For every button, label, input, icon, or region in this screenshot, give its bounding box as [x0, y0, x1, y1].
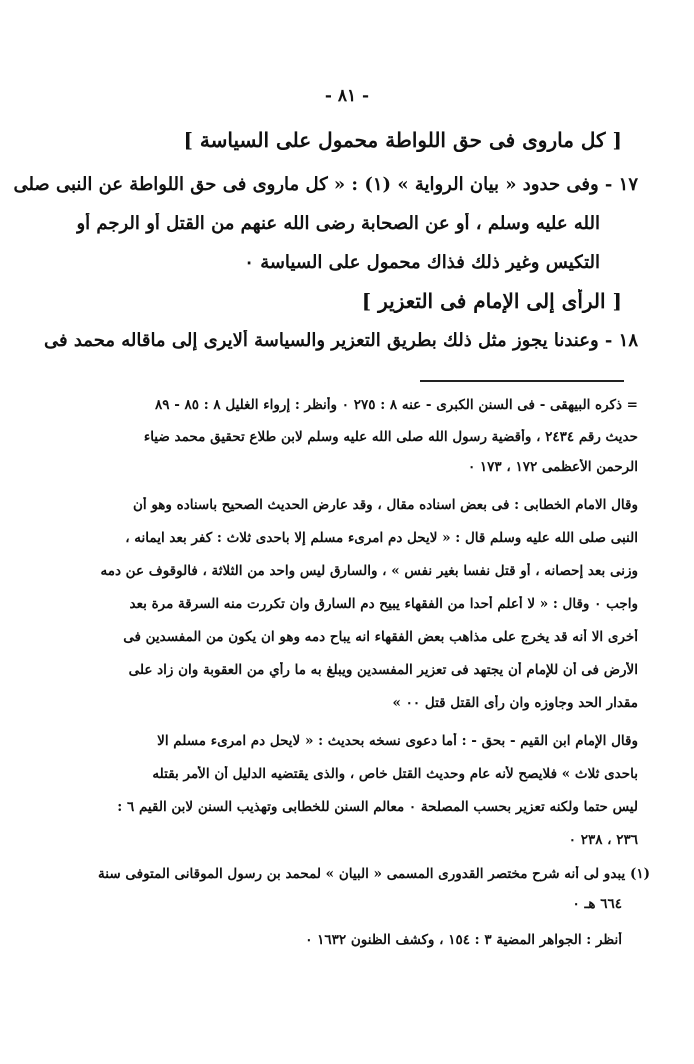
- khattabi-line-5: أخرى الا أنه قد يخرج على مذاهب بعض الفقهاء انه يباح دمه وهو ان يكون من المفسدين فى: [123, 629, 638, 645]
- khattabi-line-4: واجب ٠ وقال : « لا أعلم أحدا من الفقهاء يبيح دم السارق وان تكررت منه السرقة مرة بعد: [129, 596, 638, 612]
- footnote-1-line-2: ٦٦٤ هـ ٠: [572, 896, 622, 912]
- footnote-1-line-3: أنظر : الجواهر المضية ٣ : ١٥٤ ، وكشف الظنون ١٦٣٢ ٠: [305, 932, 622, 948]
- khattabi-line-7: مقدار الحد وجاوزه وان رأى القتل قتل ٠٠ »: [392, 695, 638, 711]
- footnote-cont-line-3: الرحمن الأعظمى ١٧٢ ، ١٧٣ ٠: [467, 459, 638, 475]
- ibn-qayyim-line-2: باحدى ثلاث » فلايصح لأنه عام وحديث القتل خاص ، والذى يقتضيه الدليل أن الأمر بقتله: [152, 766, 638, 782]
- footnote-1-line-1: (١) يبدو لى أنه شرح مختصر القدورى المسمى « البيان » لمحمد بن رسول الموقانى المتوفى سنة: [98, 866, 650, 882]
- footnote-cont-line-2: حديث رقم ٢٤٣٤ ، وأقضية رسول الله صلى الله عليه وسلم لابن طلاع تحقيق محمد ضياء: [143, 429, 638, 445]
- page-number: - ٨١ -: [324, 86, 370, 106]
- ibn-qayyim-line-3: ليس حتما ولكنه تعزير بحسب المصلحة ٠ معالم السنن للخطابى وتهذيب السنن لابن القيم ٦ :: [117, 799, 638, 815]
- footnote-divider: [420, 380, 624, 382]
- paragraph-17-line-3: التكيس وغير ذلك فذاك محمول على السياسة ٠: [244, 252, 600, 273]
- khattabi-line-2: النبى صلى الله عليه وسلم قال : « لايحل دم امرىء مسلم إلا باحدى ثلاث : كفر بعد ايمانه ،: [125, 530, 638, 546]
- paragraph-18-line-1: ١٨ - وعندنا يجوز مثل ذلك بطريق التعزير والسياسة ألايرى إلى ماقاله محمد فى: [43, 330, 638, 351]
- ibn-qayyim-line-4: ٢٣٦ ، ٢٣٨ ٠: [568, 832, 638, 848]
- paragraph-17-line-2: الله عليه وسلم ، أو عن الصحابة رضى الله عنهم من القتل أو الرجم أو: [76, 213, 600, 234]
- section-heading-sodomy: [ كل ماروى فى حق اللواطة محمول على السياسة ]: [183, 128, 622, 152]
- section-heading-tazir: [ الرأى إلى الإمام فى التعزير ]: [361, 289, 622, 313]
- khattabi-line-3: وزنى بعد إحصانه ، أو قتل نفسا بغير نفس » ، والسارق ليس واحد من الثلاثة ، فالوقوف عن دمه: [100, 563, 638, 579]
- ibn-qayyim-line-1: وقال الإمام ابن القيم - بحق - : أما دعوى نسخه بحديث : « لايحل دم امرىء مسلم الا: [157, 733, 638, 749]
- footnote-cont-line-1: = ذكره البيهقى - فى السنن الكبرى - عنه ٨ : ٢٧٥ ٠ وأنظر : إرواء الغليل ٨ : ٨٥ - ٨٩: [154, 397, 638, 413]
- khattabi-line-6: الأرض فى أن للإمام أن يجتهد فى تعزير المفسدين ويبلغ به ما رأي من العقوبة وان زاد على: [128, 662, 638, 678]
- paragraph-17-line-1: ١٧ - وفى حدود « بيان الرواية » (١) : « كل ماروى فى حق اللواطة عن النبى صلى: [13, 174, 638, 195]
- khattabi-line-1: وقال الامام الخطابى : فى بعض اسناده مقال ، وقد عارض الحديث الصحيح باسناده وهو أن: [132, 497, 638, 513]
